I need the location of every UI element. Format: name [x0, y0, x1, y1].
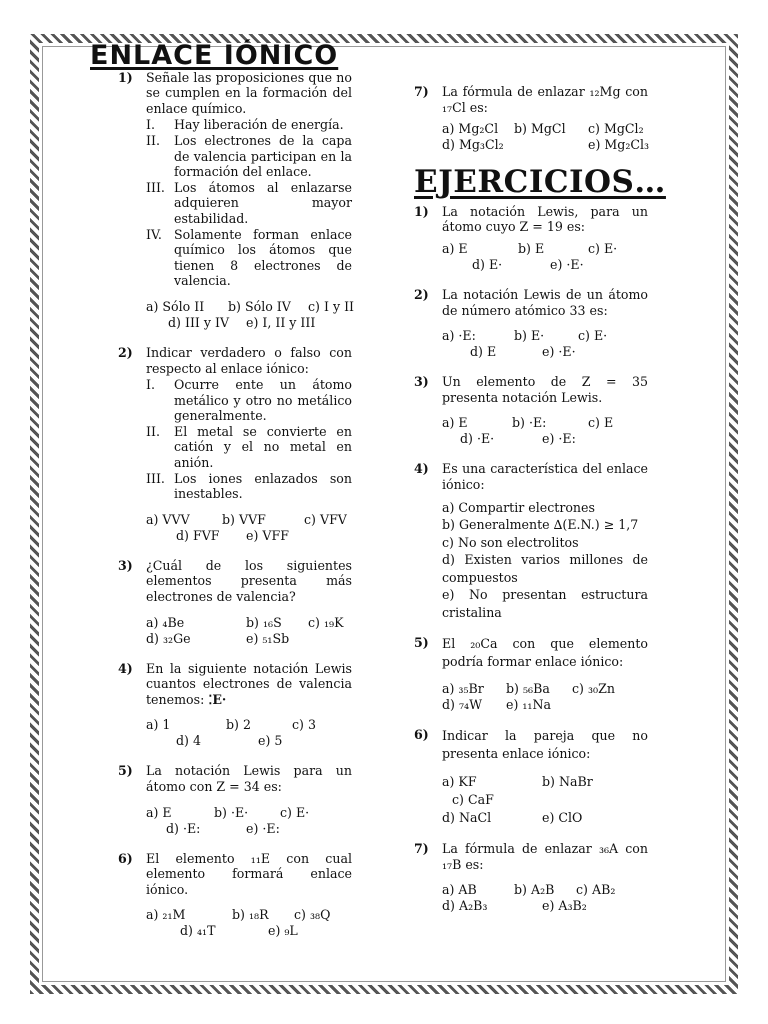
option: b) ₁₈R — [232, 907, 269, 923]
answer-options — [442, 328, 648, 360]
question-7 — [408, 84, 648, 153]
exercise-1 — [408, 204, 648, 273]
option: a) Mg₂Cl — [442, 121, 499, 137]
answer-options — [146, 805, 352, 837]
answer-options — [442, 415, 648, 447]
exercise-3 — [408, 374, 648, 447]
option: c) E· — [280, 804, 310, 820]
option: e) ₉L — [268, 923, 298, 939]
option: e) I, II y III — [246, 314, 316, 330]
answer-options — [442, 681, 648, 713]
option: c) AB₂ — [576, 882, 616, 898]
option: d) 4 — [176, 733, 201, 749]
option: a) E — [442, 240, 468, 256]
option: c) No son electrolitos — [442, 534, 579, 550]
option: e) 5 — [258, 733, 283, 749]
option: b) NaBr — [542, 774, 593, 790]
option: d) Existen varios millones de compuestos — [442, 552, 648, 585]
option: a) VVV — [146, 511, 190, 527]
option: c) E· — [588, 240, 618, 256]
statement-text: Ocurre ente un átomo metálico y otro no metálico generalmente. — [174, 377, 352, 424]
option: e) ·E· — [542, 344, 576, 360]
option: e) ClO — [542, 810, 583, 826]
question-text: El ₂₀Ca con que elemento podría formar enlace iónico: — [442, 636, 648, 670]
answer-options — [442, 241, 648, 273]
left-column — [90, 40, 355, 953]
question-number: 7) — [414, 841, 429, 857]
lewis-symbol: ⁚E· — [208, 691, 227, 707]
option: a) 1 — [146, 717, 171, 733]
option: c) VFV — [304, 511, 347, 527]
option: a) ₃₅Br — [442, 681, 484, 697]
option: d) ·E: — [166, 820, 201, 836]
statement-text: Hay liberación de energía. — [174, 117, 344, 133]
statement — [146, 424, 352, 471]
option: d) ₄₁T — [180, 923, 216, 939]
question-number: 6) — [414, 727, 429, 743]
question-number: 2) — [118, 344, 133, 360]
question-text: ¿Cuál de los siguientes elementos presenta más electrones de valencia? — [146, 557, 352, 605]
option: d) FVF — [176, 527, 220, 543]
option: d) ₃₂Ge — [146, 630, 191, 646]
option: b) MgCl — [514, 121, 566, 137]
question-number: 1) — [118, 69, 133, 85]
option: b) E· — [514, 328, 545, 344]
option: e) Mg₂Cl₃ — [588, 137, 650, 153]
option: c) ₃₀Zn — [572, 681, 615, 697]
exercise-6 — [408, 727, 648, 827]
option: c) ₃₈Q — [294, 907, 331, 923]
question-3 — [112, 558, 352, 647]
option: e) No presentan estructura cristalina — [442, 587, 648, 620]
option: e) A₃B₂ — [542, 898, 587, 914]
question-text: Un elemento de Z = 35 presenta notación Lewis. — [442, 374, 648, 405]
question-number: 5) — [118, 763, 133, 779]
answer-options — [442, 882, 648, 914]
question-text: La fórmula de enlazar ₃₆A con ₁₇B es: — [442, 841, 648, 872]
option: e) VFF — [246, 527, 289, 543]
option: b) ·E· — [214, 804, 249, 820]
exercise-5 — [408, 635, 648, 713]
statement — [146, 471, 352, 502]
question-number: 4) — [118, 660, 133, 676]
statement — [146, 227, 352, 289]
question-number: 6) — [118, 850, 133, 866]
exercises-title: EJERCICIOS… — [414, 164, 666, 201]
option: c) E· — [578, 328, 608, 344]
question-text: Indicar la pareja que no presenta enlace iónico: — [442, 728, 648, 762]
question-1 — [112, 69, 355, 331]
option: d) A₂B₃ — [442, 898, 488, 914]
statement-list — [146, 117, 352, 289]
option: a) E — [146, 804, 172, 820]
question-text: Indicar verdadero o falso con respecto al enlace iónico: — [146, 344, 352, 376]
question-text: La notación Lewis, para un átomo cuyo Z = 19 es: — [442, 203, 648, 235]
statement-number: III. — [146, 470, 165, 486]
option: b) VVF — [222, 511, 266, 527]
answer-options — [442, 121, 648, 153]
statement-text: Los electrones de la capa de valencia participan en la formación del enlace. — [174, 132, 352, 180]
statement — [146, 180, 352, 227]
statement — [146, 133, 352, 180]
option: b) ₅₆Ba — [506, 681, 550, 697]
option: d) ₇₄W — [442, 697, 483, 713]
option: b) Sólo IV — [228, 298, 291, 314]
question-text: La fórmula de enlazar ₁₂Mg con ₁₇Cl es: — [442, 84, 648, 115]
statement-number: IV. — [146, 226, 162, 242]
option: d) ·E· — [460, 431, 495, 447]
exercise-7 — [408, 841, 648, 914]
question-text: El elemento ₁₁E con cual elemento formará enlace iónico. — [146, 850, 352, 897]
option: a) ₄Be — [146, 614, 185, 630]
option: d) Mg₃Cl₂ — [442, 137, 504, 153]
option: d) E — [470, 344, 497, 360]
answer-options — [442, 773, 648, 827]
question-number: 7) — [414, 84, 429, 99]
option: c) ₁₉K — [308, 614, 344, 630]
option: e) ·E: — [246, 820, 280, 836]
option: e) ₁₁Na — [506, 697, 551, 713]
question-2 — [112, 345, 352, 544]
statement-text: Los iones enlazados son inestables. — [174, 470, 352, 502]
statement-list — [146, 377, 352, 502]
question-number: 3) — [118, 557, 133, 573]
option: b) ₁₆S — [246, 614, 282, 630]
statement-number: II. — [146, 423, 160, 439]
statement-text: El metal se convierte en catión y el no metal en anión. — [174, 423, 352, 471]
option: d) NaCl — [442, 810, 492, 826]
option: a) E — [442, 415, 468, 431]
option: c) E — [588, 415, 614, 431]
option: c) MgCl₂ — [588, 121, 644, 137]
statement-number: I. — [146, 377, 155, 393]
statement-text: Solamente forman enlace químico los átomos que tienen 8 electrones de valencia. — [174, 226, 352, 289]
option: b) E — [518, 240, 545, 256]
question-text: Es una característica del enlace iónico: — [442, 461, 648, 492]
option: b) ·E: — [512, 415, 547, 431]
exercise-2 — [408, 287, 648, 360]
option: c) I y II — [308, 298, 355, 314]
option: a) KF — [442, 774, 477, 790]
right-column — [408, 84, 666, 928]
exercise-4 — [408, 461, 648, 621]
question-6 — [112, 851, 352, 940]
option: b) A₂B — [514, 882, 555, 898]
answer-options — [146, 907, 352, 939]
option: b) 2 — [226, 717, 251, 733]
question-text: Señale las proposiciones que no se cumplen en la formación del enlace químico. — [146, 69, 352, 116]
statement — [146, 117, 352, 133]
question-5 — [112, 763, 352, 836]
answer-options — [146, 512, 352, 544]
page-title: ENLACE IÓNICO — [90, 40, 339, 71]
statement-text: Los átomos al enlazarse adquieren mayor estabilidad. — [174, 179, 352, 226]
question-text: La notación Lewis para un átomo con Z = 34 es: — [146, 763, 352, 794]
option: e) ·E· — [550, 256, 584, 272]
question-number: 4) — [414, 461, 429, 477]
answer-options — [146, 717, 352, 749]
statement — [146, 377, 352, 424]
answer-options — [146, 615, 352, 647]
option: a) Sólo II — [146, 298, 205, 314]
option: a) AB — [442, 882, 477, 898]
question-number: 5) — [414, 635, 429, 651]
option: d) E· — [472, 256, 503, 272]
answer-options — [146, 298, 355, 331]
question-number: 3) — [414, 374, 429, 390]
option: e) ·E: — [542, 431, 576, 447]
question-number: 2) — [414, 286, 429, 302]
option: b) Generalmente ∆(E.N.) ≥ 1,7 — [442, 517, 639, 533]
option: a) ₂₁M — [146, 907, 186, 923]
statement-number: III. — [146, 179, 165, 195]
option: c) CaF — [452, 792, 494, 808]
option: a) ·E: — [442, 328, 476, 344]
question-text: En la siguiente notación Lewis cuantos electrones de valencia tenemos: — [146, 660, 352, 707]
question-number: 1) — [414, 203, 429, 219]
option: c) 3 — [292, 717, 316, 733]
statement-number: I. — [146, 117, 155, 133]
option: a) Compartir electrones — [442, 499, 595, 515]
question-text: La notación Lewis de un átomo de número atómico 33 es: — [442, 286, 648, 318]
statement-number: II. — [146, 132, 160, 148]
option: e) ₅₁Sb — [246, 630, 290, 646]
answer-options — [442, 499, 648, 622]
question-4 — [112, 661, 352, 750]
option: d) III y IV — [168, 314, 230, 330]
